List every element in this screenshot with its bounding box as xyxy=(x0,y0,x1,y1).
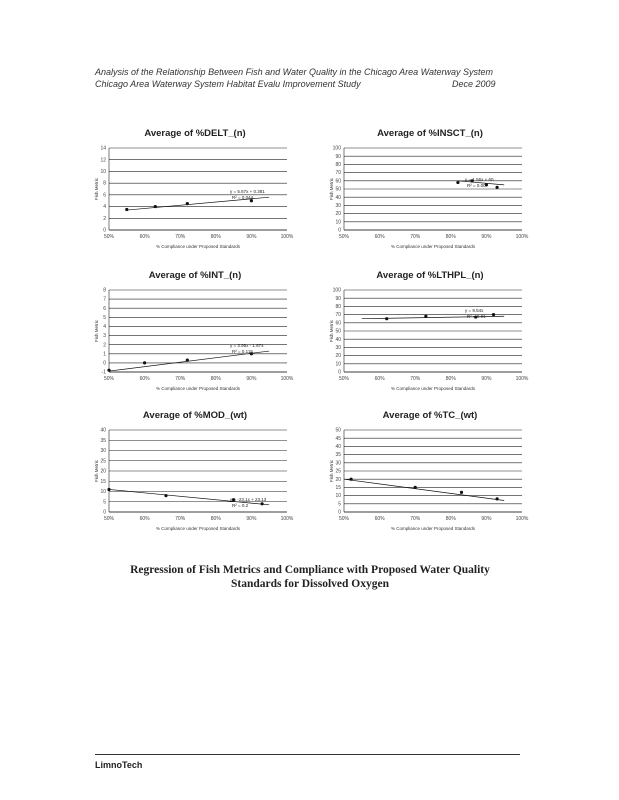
figure-caption xyxy=(60,563,560,591)
x-tick-label: 60% xyxy=(139,376,150,382)
data-point xyxy=(456,181,459,184)
y-tick-label: 30 xyxy=(335,460,341,467)
x-axis-label: % Compliance under Proposed Standards xyxy=(155,244,241,249)
y-tick-label: 25 xyxy=(100,458,106,465)
x-tick-label: 50% xyxy=(338,376,350,382)
chart-title: Average of %INSCT_(n) xyxy=(377,128,483,139)
y-tick-label: 70 xyxy=(335,312,341,319)
y-tick-label: 5 xyxy=(338,501,341,508)
x-tick-label: 60% xyxy=(374,234,385,240)
y-tick-label: 14 xyxy=(100,145,106,152)
x-axis-label: % Compliance under Proposed Standards xyxy=(390,526,476,531)
trend-r-squared: R² = 0.00 xyxy=(467,182,486,188)
chart-panel-4 xyxy=(330,270,530,395)
x-tick-label: 50% xyxy=(338,516,350,522)
x-tick-label: 80% xyxy=(210,376,221,382)
y-axis-label: Fish Metric xyxy=(329,459,334,483)
y-tick-label: 50 xyxy=(335,328,341,335)
y-tick-label: 7 xyxy=(103,296,106,303)
x-tick-label: 100% xyxy=(280,234,294,240)
y-axis-label: Fish Metric xyxy=(94,459,99,483)
x-tick-label: 90% xyxy=(481,376,492,382)
data-point xyxy=(260,502,263,505)
y-tick-label: 40 xyxy=(335,444,341,450)
x-tick-label: 100% xyxy=(280,376,294,382)
x-tick-label: 70% xyxy=(410,376,421,382)
y-tick-label: 30 xyxy=(335,345,341,351)
x-tick-label: 80% xyxy=(445,376,456,382)
trend-equation: y = 1.56x + 60 xyxy=(465,176,494,182)
chart-plot xyxy=(330,140,530,265)
y-tick-label: 12 xyxy=(100,157,106,164)
chart-panel-2 xyxy=(330,128,530,253)
y-tick-label: 35 xyxy=(335,452,341,459)
y-tick-label: 6 xyxy=(103,305,106,312)
y-tick-label: 80 xyxy=(335,304,341,310)
y-axis-label: Fish Metric xyxy=(329,319,334,343)
report-title: Analysis of the Relationship Between Fish and Water Quality in the Chicago Area Waterway System xyxy=(95,67,494,77)
x-tick-label: 60% xyxy=(139,516,150,522)
y-tick-label: 25 xyxy=(335,468,341,475)
y-tick-label: 40 xyxy=(335,336,341,343)
caption-line-1: Regression of Fish Metrics and Compliance with Proposed Water Quality xyxy=(130,564,490,576)
y-tick-label: 80 xyxy=(335,162,341,168)
y-tick-label: 10 xyxy=(335,219,341,226)
data-point xyxy=(414,486,417,489)
y-tick-label: 35 xyxy=(100,437,106,444)
x-tick-label: 50% xyxy=(103,516,115,522)
y-tick-label: 90 xyxy=(335,153,341,160)
x-tick-label: 90% xyxy=(246,376,257,382)
x-tick-label: 100% xyxy=(515,516,529,522)
data-point xyxy=(350,478,353,481)
x-axis-label: % Compliance under Proposed Standards xyxy=(155,386,241,391)
y-tick-label: 100 xyxy=(332,287,341,294)
chart-plot xyxy=(95,422,295,547)
y-tick-label: 6 xyxy=(103,192,106,199)
trend-line xyxy=(344,479,504,500)
x-tick-label: 60% xyxy=(374,516,385,522)
data-point xyxy=(143,361,146,364)
y-tick-label: 50 xyxy=(335,186,341,193)
y-tick-label: 0 xyxy=(103,360,106,367)
x-tick-label: 70% xyxy=(410,234,421,240)
trend-equation: y = 9.54x xyxy=(465,308,484,314)
y-tick-label: 0 xyxy=(338,227,341,234)
data-point xyxy=(164,494,167,497)
y-tick-label: 5 xyxy=(103,499,106,506)
x-tick-label: 50% xyxy=(338,234,350,240)
x-tick-label: 50% xyxy=(103,234,115,240)
data-point xyxy=(186,359,189,362)
y-tick-label: 20 xyxy=(335,353,341,360)
y-tick-label: 5 xyxy=(103,314,106,321)
x-axis-label: % Compliance under Proposed Standards xyxy=(390,386,476,391)
y-tick-label: 20 xyxy=(100,468,106,475)
chart-panel-1 xyxy=(95,128,295,253)
chart-title: Average of %DELT_(n) xyxy=(144,128,246,139)
y-tick-label: 0 xyxy=(103,227,106,234)
y-tick-label: 100 xyxy=(332,145,341,152)
x-tick-label: 70% xyxy=(175,516,186,522)
x-axis-label: % Compliance under Proposed Standards xyxy=(155,526,241,531)
data-point xyxy=(154,205,157,208)
y-tick-label: 8 xyxy=(103,180,106,187)
chart-plot xyxy=(95,140,295,265)
y-tick-label: 0 xyxy=(338,509,341,516)
chart-plot xyxy=(330,282,530,407)
x-tick-label: 90% xyxy=(481,516,492,522)
x-tick-label: 100% xyxy=(515,234,529,240)
y-tick-label: 1 xyxy=(103,351,106,358)
y-tick-label: 8 xyxy=(103,287,106,294)
y-tick-label: 40 xyxy=(100,427,106,434)
x-tick-label: 60% xyxy=(374,376,385,382)
y-tick-label: 10 xyxy=(100,169,106,176)
y-tick-label: 20 xyxy=(335,476,341,483)
trend-equation: y = -23.1x + 23.13 xyxy=(230,496,267,502)
y-axis-label: Fish Metric xyxy=(94,319,99,343)
x-tick-label: 80% xyxy=(445,516,456,522)
y-tick-label: 4 xyxy=(103,324,106,331)
y-tick-label: 45 xyxy=(335,435,341,442)
x-axis-label: % Compliance under Proposed Standards xyxy=(390,244,476,249)
data-point xyxy=(385,317,388,320)
trend-r-squared: R² = 0.044 xyxy=(232,195,254,201)
data-point xyxy=(107,369,110,372)
report-subtitle: Chicago Area Waterway System Habitat Evalu Improvement Study xyxy=(95,79,361,89)
x-tick-label: 50% xyxy=(103,376,115,382)
data-point xyxy=(186,202,189,205)
chart-panel-5 xyxy=(95,410,295,535)
caption-line-2: Standards for Dissolved Oxygen xyxy=(231,578,389,590)
chart-plot xyxy=(330,422,530,547)
x-tick-label: 80% xyxy=(210,516,221,522)
data-point xyxy=(495,186,498,189)
data-point xyxy=(460,491,463,494)
footer-divider xyxy=(95,754,520,755)
chart-title: Average of %TC_(wt) xyxy=(382,410,478,421)
y-tick-label: -1 xyxy=(101,369,106,376)
y-tick-label: 10 xyxy=(335,361,341,368)
y-tick-label: 2 xyxy=(103,342,106,349)
y-tick-label: 3 xyxy=(103,333,106,340)
footer-company: LimnoTech xyxy=(95,760,143,770)
x-tick-label: 60% xyxy=(139,234,150,240)
chart-title: Average of %INT_(n) xyxy=(148,270,242,281)
data-point xyxy=(424,315,427,318)
chart-panel-6 xyxy=(330,410,530,535)
y-tick-label: 40 xyxy=(335,194,341,201)
y-axis-label: Fish Metric xyxy=(94,177,99,201)
trend-equation: y = 3.95x - 1.874 xyxy=(230,343,264,349)
chart-title: Average of %MOD_(wt) xyxy=(142,410,248,421)
x-tick-label: 70% xyxy=(175,234,186,240)
y-tick-label: 90 xyxy=(335,295,341,302)
y-tick-label: 15 xyxy=(100,478,106,485)
x-tick-label: 100% xyxy=(515,376,529,382)
x-tick-label: 80% xyxy=(210,234,221,240)
y-axis-label: Fish Metric xyxy=(329,177,334,201)
y-tick-label: 70 xyxy=(335,170,341,177)
data-point xyxy=(495,497,498,500)
trend-r-squared: R² = 0.01 xyxy=(467,314,486,320)
x-tick-label: 90% xyxy=(246,516,257,522)
y-tick-label: 20 xyxy=(335,211,341,218)
x-tick-label: 90% xyxy=(481,234,492,240)
data-point xyxy=(107,488,110,491)
chart-panel-3 xyxy=(95,270,295,395)
trend-r-squared: R² = 0.115 xyxy=(232,349,253,355)
data-point xyxy=(125,208,128,211)
x-tick-label: 80% xyxy=(445,234,456,240)
y-tick-label: 10 xyxy=(100,489,106,496)
y-tick-label: 50 xyxy=(335,427,341,434)
y-tick-label: 30 xyxy=(100,448,106,455)
y-tick-label: 10 xyxy=(335,493,341,500)
y-tick-label: 60 xyxy=(335,178,341,185)
chart-plot xyxy=(95,282,295,407)
y-tick-label: 15 xyxy=(335,485,341,491)
y-tick-label: 0 xyxy=(103,509,106,516)
y-tick-label: 4 xyxy=(103,204,106,211)
y-tick-label: 60 xyxy=(335,320,341,327)
y-tick-label: 2 xyxy=(103,215,106,222)
report-date: Dece 2009 xyxy=(452,79,496,89)
x-tick-label: 70% xyxy=(175,376,186,382)
x-tick-label: 100% xyxy=(280,516,294,522)
y-tick-label: 30 xyxy=(335,203,341,209)
x-tick-label: 90% xyxy=(246,234,257,240)
x-tick-label: 70% xyxy=(410,516,421,522)
chart-title: Average of %LTHPL_(n) xyxy=(376,270,484,281)
trend-r-squared: R² = 0.2 xyxy=(232,502,249,508)
data-point xyxy=(492,313,495,316)
trend-equation: y = 5.67x + 0.381 xyxy=(230,189,265,195)
y-tick-label: 0 xyxy=(338,369,341,376)
